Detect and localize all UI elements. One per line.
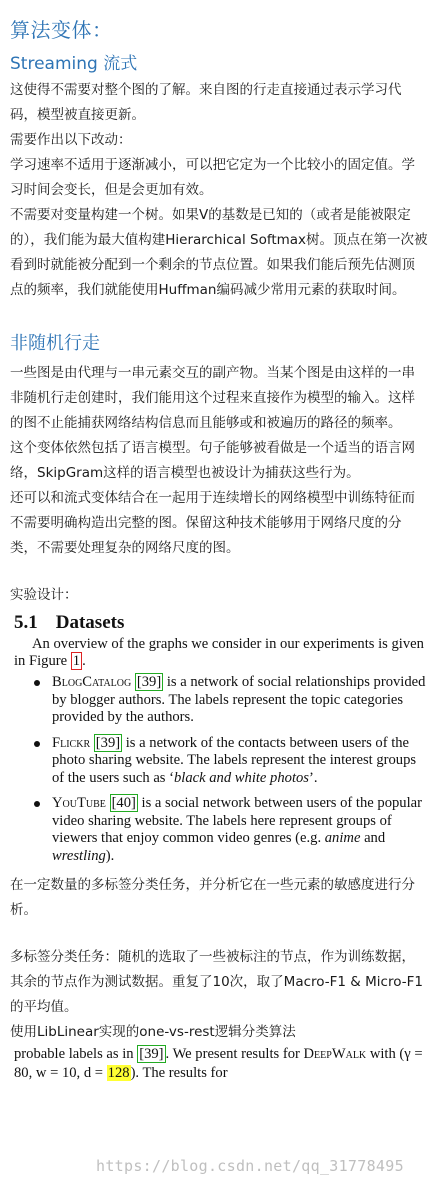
paper-excerpt-results [14,1045,428,1083]
paper-intro-period: . [82,653,86,669]
citation-link[interactable]: [39] [136,674,162,690]
streaming-paragraph-1: 这使得不需要对整个图的了解。来自图的行走直接通过表示学习代码，模型被直接更新。 [10,82,402,123]
paper-section-number: 5.1 [14,612,38,633]
dataset-item-flickr [34,735,428,788]
dataset-item-youtube [34,795,428,865]
results-text-mid: . We present results for [165,1046,304,1062]
paper-intro-body: An overview of the graphs we consider in our experiments is given in Figure [14,636,424,669]
page-title: 算法变体： [10,18,113,42]
paper-section-heading [14,612,428,634]
results-text-post: ). The results for [130,1065,228,1081]
non-random-paragraph-3: 还可以和流式变体结合在一起用于连续增长的网络模型中训练特征而不需要明确构造出完整的图。保留这种技术能够用于网络尺度的分类，不需要处理复杂的网络尺度的图。 [10,490,415,556]
dataset-description-tail: ’. [308,769,318,786]
dataset-description-mid: and [360,830,386,846]
citation-link[interactable]: [40] [111,795,136,811]
cut-off-line [14,1083,428,1091]
dataset-name: Flickr [52,734,91,751]
results-text-pre: probable labels as in [14,1046,138,1062]
dataset-description-tail: ). [105,847,115,864]
dataset-description: is a network of social relationships provided by blogger authors. The labels represent the topic categories provided by the authors. [52,674,426,725]
dataset-example-italic-2: wrestling [52,847,106,864]
streaming-heading: Streaming 流式 [10,54,138,74]
dataset-description: is a network of the contacts between users of the photo sharing website. The labels represent the interest groups of the users such as ‘ [52,734,417,786]
dataset-example-italic: anime [324,830,361,846]
streaming-paragraph-2: 需要作出以下改动： [10,132,132,148]
dataset-list [10,674,428,865]
non-random-walk-heading: 非随机行走 [10,333,100,354]
results-params: with (γ = 80, w = 10, d = [14,1046,423,1081]
bullet-icon [34,741,40,747]
citation-link[interactable]: [39] [139,1046,164,1062]
non-random-paragraph-2: 这个变体依然包括了语言模型。句子能够被看做是一个适当的语言网络，SkipGram这样的语言模型也被设计为捕获这些行为。 [10,440,415,481]
paper-intro-text [14,636,428,670]
paper-section-title: Datasets [55,612,125,633]
experiment-label: 实验设计： [10,587,78,603]
dataset-description: is a social network between users of the popular video sharing website. The labels here represent groups of viewers that enjoy common video genres (e.g. [52,795,422,846]
dataset-example-italic: black and white photos [174,769,309,786]
streaming-paragraph-4: 不需要对变量构建一个树。如果V的基数是已知的（或者是能被限定的），我们能为最大值构建Hierarchical Softmax树。顶点在第一次被看到时就能被分配到一个剩余的节点位置。如果我们能后预先估测顶点的频率，我们就能使用Huffman编码减少常用元素的获取时间。 [10,207,428,298]
streaming-paragraph-3: 学习速率不适用于逐渐减小，可以把它定为一个比较小的固定值。学习时间会变长，但是会更加有效。 [10,157,415,198]
after-paper-paragraph: 在一定数量的多标签分类任务，并分析它在一些元素的敏感度进行分析。 [10,877,415,918]
multilabel-paragraph: 多标签分类任务：随机的选取了一些被标注的节点，作为训练数据，其余的节点作为测试数据。重复了10次，取了Macro-F1 & Micro-F1的平均值。 [10,949,423,1015]
method-name: DeepWalk [303,1046,367,1062]
dataset-name: YouTube [52,795,106,811]
liblinear-paragraph: 使用LibLinear实现的one-vs-rest逻辑分类算法 [10,1024,296,1040]
non-random-paragraph-1: 一些图是由代理与一串元素交互的副产物。当某个图是由这样的一串非随机行走创建时，我们能用这个过程来直接作为模型的输入。这样的图不止能捕获网络结构信息而且能够或和被遍历的路径的频率。 [10,365,415,431]
citation-link[interactable]: [39] [95,734,121,751]
bullet-icon [34,680,40,686]
bullet-icon [34,801,40,807]
watermark-url: https://blog.csdn.net/qq_31778495 [96,1157,404,1175]
figure-reference-link[interactable]: 1 [72,653,81,669]
dataset-name: BlogCatalog [52,674,132,690]
highlighted-d-value: 128 [107,1065,130,1081]
paper-excerpt-datasets [10,612,428,865]
dataset-item-blogcatalog [34,674,428,727]
